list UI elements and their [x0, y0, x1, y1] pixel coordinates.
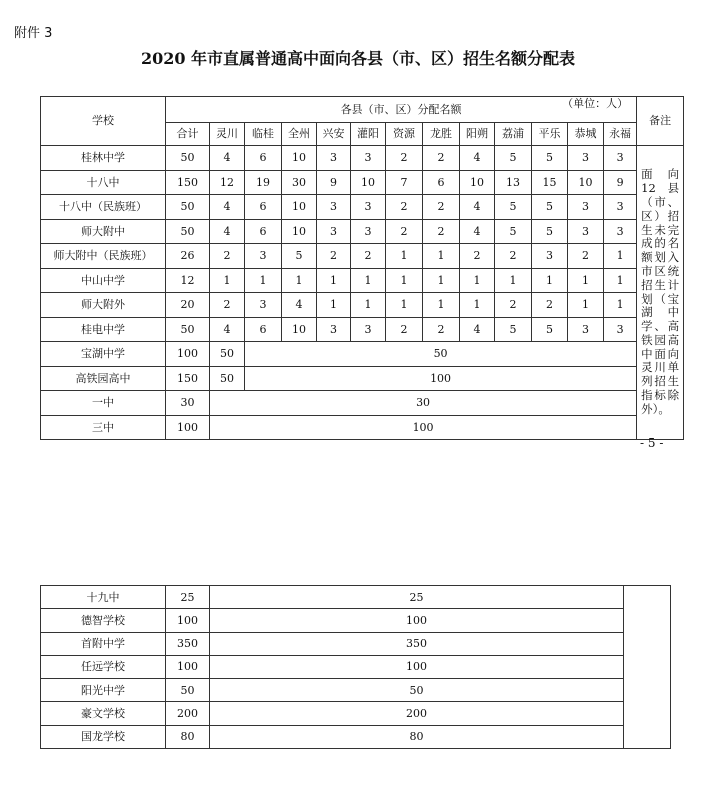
quota-cell: 150 [166, 170, 210, 195]
quota-merged: 350 [210, 632, 624, 655]
quota-cell: 3 [317, 219, 351, 244]
quota-lingchuan: 50 [210, 342, 245, 367]
quota-cell: 3 [351, 317, 386, 342]
quota-total: 50 [166, 679, 210, 702]
school-name: 首附中学 [41, 632, 166, 655]
quota-total: 100 [166, 655, 210, 678]
table-row [41, 632, 671, 655]
column-header: 龙胜 [423, 123, 460, 146]
quota-cell: 1 [568, 268, 604, 293]
quota-cell: 4 [210, 195, 245, 220]
quota-cell: 2 [532, 293, 568, 318]
school-name: 三中 [41, 415, 166, 440]
school-name: 国龙学校 [41, 725, 166, 748]
quota-cell: 10 [282, 219, 317, 244]
quota-cell: 10 [351, 170, 386, 195]
quota-cell: 30 [282, 170, 317, 195]
quota-cell: 10 [568, 170, 604, 195]
quota-cell: 2 [386, 219, 423, 244]
quota-cell: 1 [386, 293, 423, 318]
quota-cell: 6 [245, 219, 282, 244]
page-title: 2020 年市直属普通高中面向各县（市、区）招生名额分配表 [140, 49, 576, 68]
quota-total: 350 [166, 632, 210, 655]
table-row [41, 170, 684, 195]
quota-cell: 5 [532, 219, 568, 244]
quota-cell: 1 [351, 268, 386, 293]
quota-cell: 1 [604, 268, 637, 293]
quota-cell: 26 [166, 244, 210, 269]
quota-cell: 20 [166, 293, 210, 318]
table-row [41, 655, 671, 678]
quota-cell: 3 [351, 195, 386, 220]
quota-cell: 10 [282, 195, 317, 220]
quota-merged: 100 [210, 415, 637, 440]
column-header: 全州 [282, 123, 317, 146]
column-header: 荔浦 [495, 123, 532, 146]
quota-cell: 2 [423, 219, 460, 244]
column-header: 临桂 [245, 123, 282, 146]
school-name: 十八中 [41, 170, 166, 195]
table-row [41, 609, 671, 632]
quota-cell: 6 [423, 170, 460, 195]
school-name: 宝湖中学 [41, 342, 166, 367]
quota-cell: 4 [210, 317, 245, 342]
table-row [41, 702, 671, 725]
quota-cell: 19 [245, 170, 282, 195]
quota-cell: 3 [532, 244, 568, 269]
school-name: 阳光中学 [41, 679, 166, 702]
quota-cell: 9 [604, 170, 637, 195]
quota-cell: 13 [495, 170, 532, 195]
quota-total: 200 [166, 702, 210, 725]
quota-cell: 1 [351, 293, 386, 318]
quota-merged: 100 [245, 366, 637, 391]
quota-cell: 6 [245, 146, 282, 171]
quota-cell: 3 [604, 219, 637, 244]
column-header: 灌阳 [351, 123, 386, 146]
quota-cell: 10 [282, 146, 317, 171]
allocation-table [40, 96, 684, 440]
table-row [41, 268, 684, 293]
quota-cell: 4 [460, 219, 495, 244]
quota-cell: 2 [317, 244, 351, 269]
school-name: 中山中学 [41, 268, 166, 293]
school-name: 十八中（民族班） [41, 195, 166, 220]
quota-cell: 4 [210, 146, 245, 171]
quota-cell: 3 [604, 146, 637, 171]
quota-cell: 10 [282, 317, 317, 342]
quota-cell: 5 [532, 195, 568, 220]
quota-cell: 50 [166, 219, 210, 244]
quota-cell: 4 [460, 195, 495, 220]
quota-cell: 3 [351, 219, 386, 244]
quota-cell: 5 [495, 195, 532, 220]
quota-cell: 2 [386, 195, 423, 220]
quota-cell: 15 [532, 170, 568, 195]
quota-cell: 2 [210, 293, 245, 318]
quota-cell: 4 [460, 146, 495, 171]
table-row [41, 293, 684, 318]
quota-cell: 1 [386, 268, 423, 293]
quota-cell: 2 [351, 244, 386, 269]
quota-cell: 5 [282, 244, 317, 269]
school-name: 豪文学校 [41, 702, 166, 725]
table-row [41, 586, 671, 609]
quota-cell: 3 [317, 146, 351, 171]
table-row [41, 146, 684, 171]
table-row [41, 317, 684, 342]
quota-cell: 50 [166, 195, 210, 220]
quota-cell: 2 [386, 317, 423, 342]
column-header: 兴安 [317, 123, 351, 146]
quota-cell: 1 [317, 293, 351, 318]
school-name: 师大附中（民族班） [41, 244, 166, 269]
quota-cell: 3 [604, 317, 637, 342]
quota-cell: 1 [210, 268, 245, 293]
quota-cell: 3 [245, 293, 282, 318]
quota-cell: 1 [282, 268, 317, 293]
column-header: 平乐 [532, 123, 568, 146]
quota-cell: 5 [495, 146, 532, 171]
allocation-table-continued [40, 585, 671, 749]
table-row [41, 366, 684, 391]
quota-cell: 3 [317, 317, 351, 342]
header-group [166, 97, 637, 123]
quota-cell: 7 [386, 170, 423, 195]
column-header: 恭城 [568, 123, 604, 146]
quota-cell: 3 [317, 195, 351, 220]
quota-total: 25 [166, 586, 210, 609]
quota-cell: 1 [317, 268, 351, 293]
table-row [41, 342, 684, 367]
quota-cell: 1 [460, 268, 495, 293]
quota-cell: 1 [532, 268, 568, 293]
quota-cell: 3 [568, 219, 604, 244]
quota-cell: 2 [386, 146, 423, 171]
quota-cell: 1 [423, 268, 460, 293]
table-row [41, 725, 671, 748]
quota-cell: 3 [351, 146, 386, 171]
quota-cell: 4 [460, 317, 495, 342]
quota-cell: 5 [532, 146, 568, 171]
school-name: 高铁园高中 [41, 366, 166, 391]
header-school: 学校 [41, 97, 166, 146]
column-header: 阳朔 [460, 123, 495, 146]
quota-cell: 4 [210, 219, 245, 244]
quota-merged: 50 [245, 342, 637, 367]
table-row [41, 391, 684, 416]
quota-cell: 2 [423, 146, 460, 171]
quota-cell: 2 [210, 244, 245, 269]
quota-cell: 3 [568, 146, 604, 171]
quota-cell: 5 [532, 317, 568, 342]
quota-cell: 3 [245, 244, 282, 269]
quota-cell: 2 [423, 195, 460, 220]
note-cell: 面向 12 县（市、区）招生未完成的名额划入市区统招生计划（宝湖中学、高铁园高中面向灵川单列招生指标除外）。 [637, 146, 684, 440]
quota-cell: 2 [495, 293, 532, 318]
school-name: 师大附中 [41, 219, 166, 244]
column-header: 合计 [166, 123, 210, 146]
school-name: 桂电中学 [41, 317, 166, 342]
quota-cell: 3 [604, 195, 637, 220]
quota-merged: 30 [210, 391, 637, 416]
quota-merged: 25 [210, 586, 624, 609]
quota-total: 80 [166, 725, 210, 748]
quota-total: 100 [166, 609, 210, 632]
quota-cell: 12 [210, 170, 245, 195]
quota-cell: 1 [245, 268, 282, 293]
quota-cell: 3 [568, 195, 604, 220]
school-name: 任远学校 [41, 655, 166, 678]
school-name: 一中 [41, 391, 166, 416]
quota-merged: 200 [210, 702, 624, 725]
quota-merged: 100 [210, 655, 624, 678]
page-number: - 5 - [640, 436, 664, 450]
quota-cell: 2 [568, 244, 604, 269]
quota-cell: 5 [495, 317, 532, 342]
quota-cell: 6 [245, 195, 282, 220]
quota-cell: 1 [386, 244, 423, 269]
quota-total: 100 [166, 415, 210, 440]
column-header: 资源 [386, 123, 423, 146]
table-row [41, 195, 684, 220]
table-row [41, 415, 684, 440]
quota-cell: 1 [568, 293, 604, 318]
header-unit: （单位：人） [562, 97, 629, 110]
table-row [41, 679, 671, 702]
quota-lingchuan: 50 [210, 366, 245, 391]
table-row [41, 244, 684, 269]
quota-merged: 100 [210, 609, 624, 632]
school-name: 德智学校 [41, 609, 166, 632]
school-name: 桂林中学 [41, 146, 166, 171]
quota-cell: 50 [166, 146, 210, 171]
quota-cell: 9 [317, 170, 351, 195]
quota-total: 150 [166, 366, 210, 391]
quota-cell: 4 [282, 293, 317, 318]
quota-cell: 6 [245, 317, 282, 342]
quota-cell: 1 [423, 293, 460, 318]
quota-merged: 50 [210, 679, 624, 702]
column-header: 灵川 [210, 123, 245, 146]
quota-cell: 1 [604, 244, 637, 269]
quota-cell: 1 [423, 244, 460, 269]
quota-cell: 50 [166, 317, 210, 342]
quota-total: 30 [166, 391, 210, 416]
quota-cell: 2 [495, 244, 532, 269]
quota-merged: 80 [210, 725, 624, 748]
table-row [41, 219, 684, 244]
quota-cell: 12 [166, 268, 210, 293]
quota-cell: 2 [423, 317, 460, 342]
column-header: 永福 [604, 123, 637, 146]
annex-label: 附件 3 [14, 26, 53, 41]
note-cell-empty [624, 586, 671, 749]
school-name: 十九中 [41, 586, 166, 609]
quota-cell: 1 [604, 293, 637, 318]
quota-cell: 2 [460, 244, 495, 269]
header-note: 备注 [637, 97, 684, 146]
quota-cell: 1 [495, 268, 532, 293]
quota-cell: 10 [460, 170, 495, 195]
quota-total: 100 [166, 342, 210, 367]
quota-cell: 5 [495, 219, 532, 244]
header-group-label: 各县（市、区）分配名额 [340, 102, 462, 116]
school-name: 师大附外 [41, 293, 166, 318]
quota-cell: 3 [568, 317, 604, 342]
quota-cell: 1 [460, 293, 495, 318]
